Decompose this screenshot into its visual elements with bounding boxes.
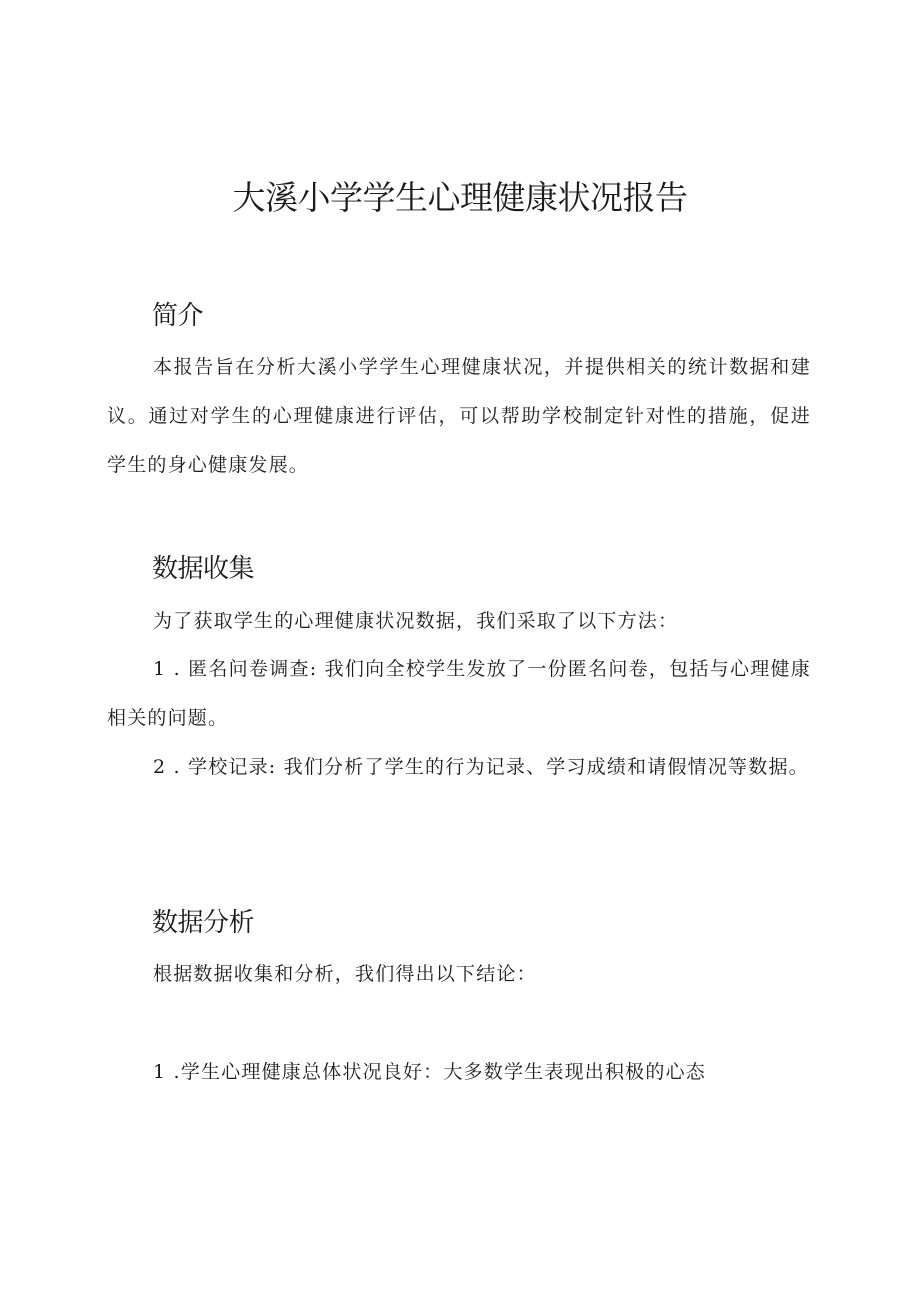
section-heading-data-collection: 数据收集 (152, 554, 255, 584)
section-heading-data-analysis: 数据分析 (152, 908, 255, 938)
section-heading-intro: 简介 (152, 301, 204, 331)
collection-item-1: 1 . 匿名问卷调查: 我们向全校学生发放了一份匿名问卷，包括与心理健康相关的问题。 (107, 658, 811, 729)
collection-intro-paragraph: 为了获取学生的心理健康状况数据，我们采取了以下方法： (153, 610, 679, 632)
analysis-intro-paragraph: 根据数据收集和分析，我们得出以下结论： (153, 963, 537, 985)
collection-item-2: 2 . 学校记录: 我们分析了学生的行为记录、学习成绩和请假情况等数据。 (153, 756, 809, 778)
intro-paragraph: 本报告旨在分析大溪小学学生心理健康状况，并提供相关的统计数据和建议。通过对学生的心理健康进行评估，可以帮助学校制定针对性的措施，促进学生的身心健康发展。 (107, 356, 811, 476)
analysis-item-1: 1 .学生心理健康总体状况良好：大多数学生表现出积极的心态 (153, 1061, 706, 1083)
document-title: 大溪小学学生心理健康状况报告 (232, 178, 688, 217)
